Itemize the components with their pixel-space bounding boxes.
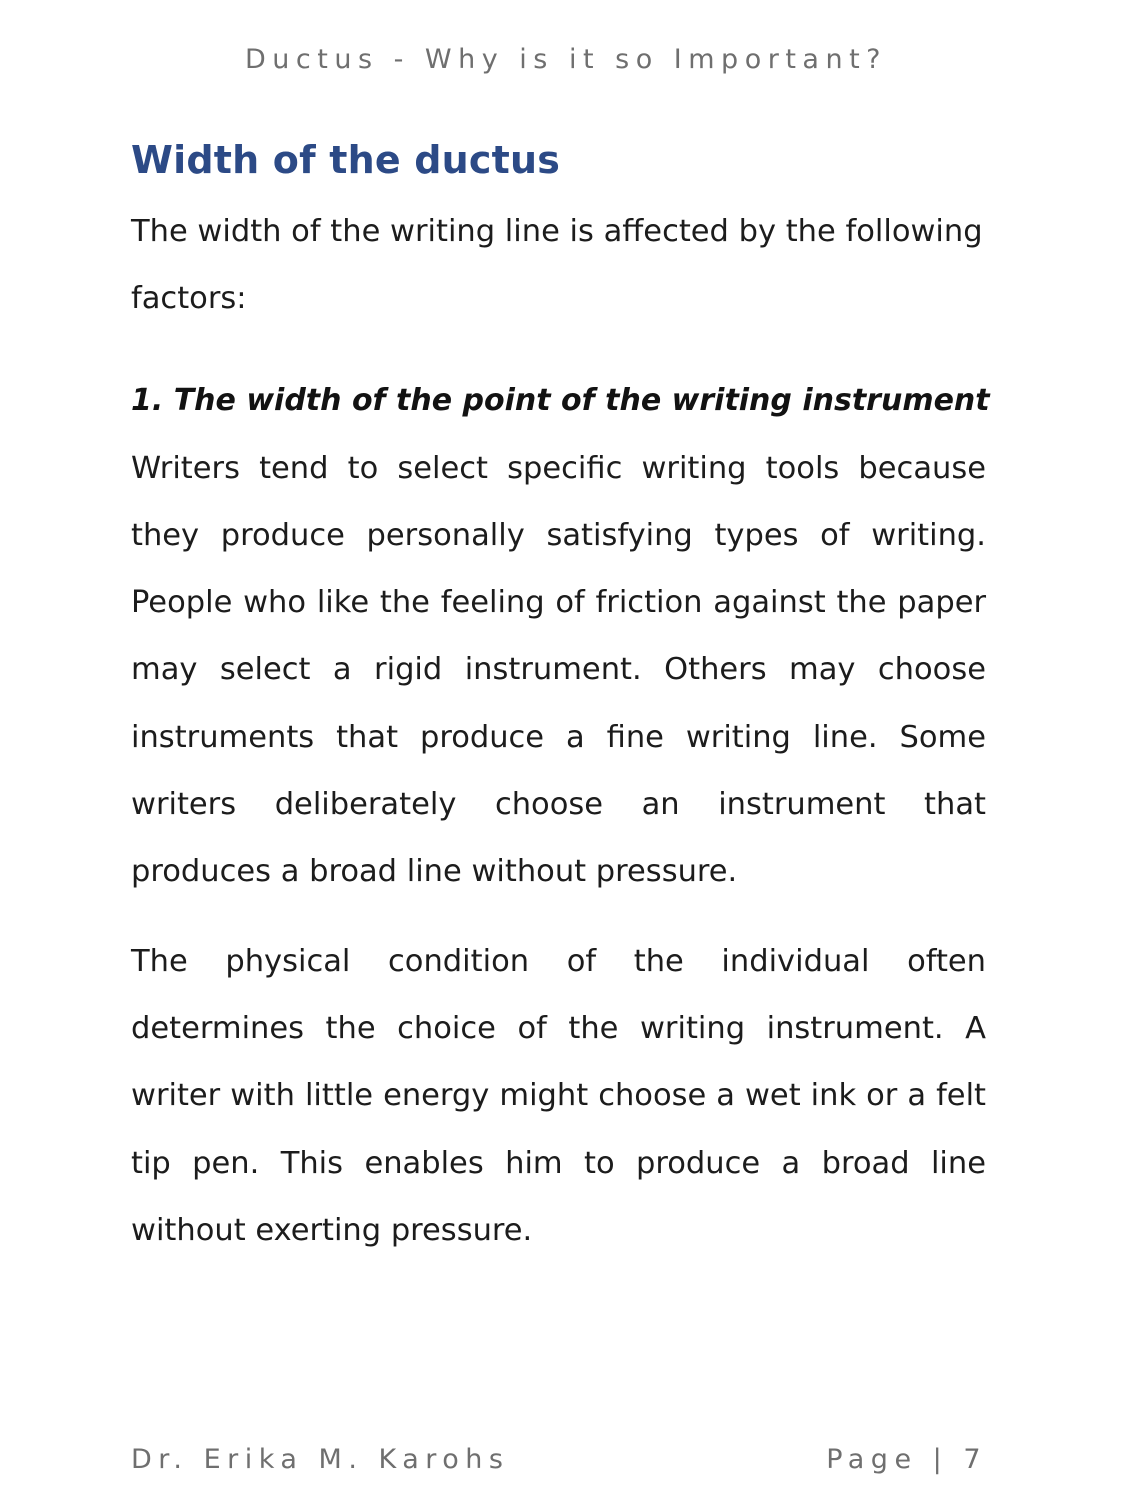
- footer-author: Dr. Erika M. Karohs: [131, 1444, 510, 1475]
- running-header: Ductus - Why is it so Important?: [245, 44, 887, 75]
- body-paragraph: Writers tend to select specific writing tools because they produce personally satisfying types of writing. People who like the feeling of friction against the paper may select a rigid instrument. Others may choose instruments that produce a fine writing line. Some writers deliberately choose an instrument that produces a broad line without pressure.: [131, 450, 986, 890]
- page-content: [131, 132, 990, 1264]
- intro-paragraph: The width of the writing line is affected by the following factors:: [131, 214, 983, 317]
- body-paragraph: The physical condition of the individual often determines the choice of the writing instrument. A writer with little energy might choose a wet ink or a felt tip pen. This enables him to produce a broad line without exerting pressure.: [131, 943, 986, 1248]
- page-number: Page | 7: [826, 1444, 987, 1475]
- subheading: 1. The width of the point of the writing instrument: [131, 382, 990, 418]
- section-title: Width of the ductus: [131, 138, 561, 182]
